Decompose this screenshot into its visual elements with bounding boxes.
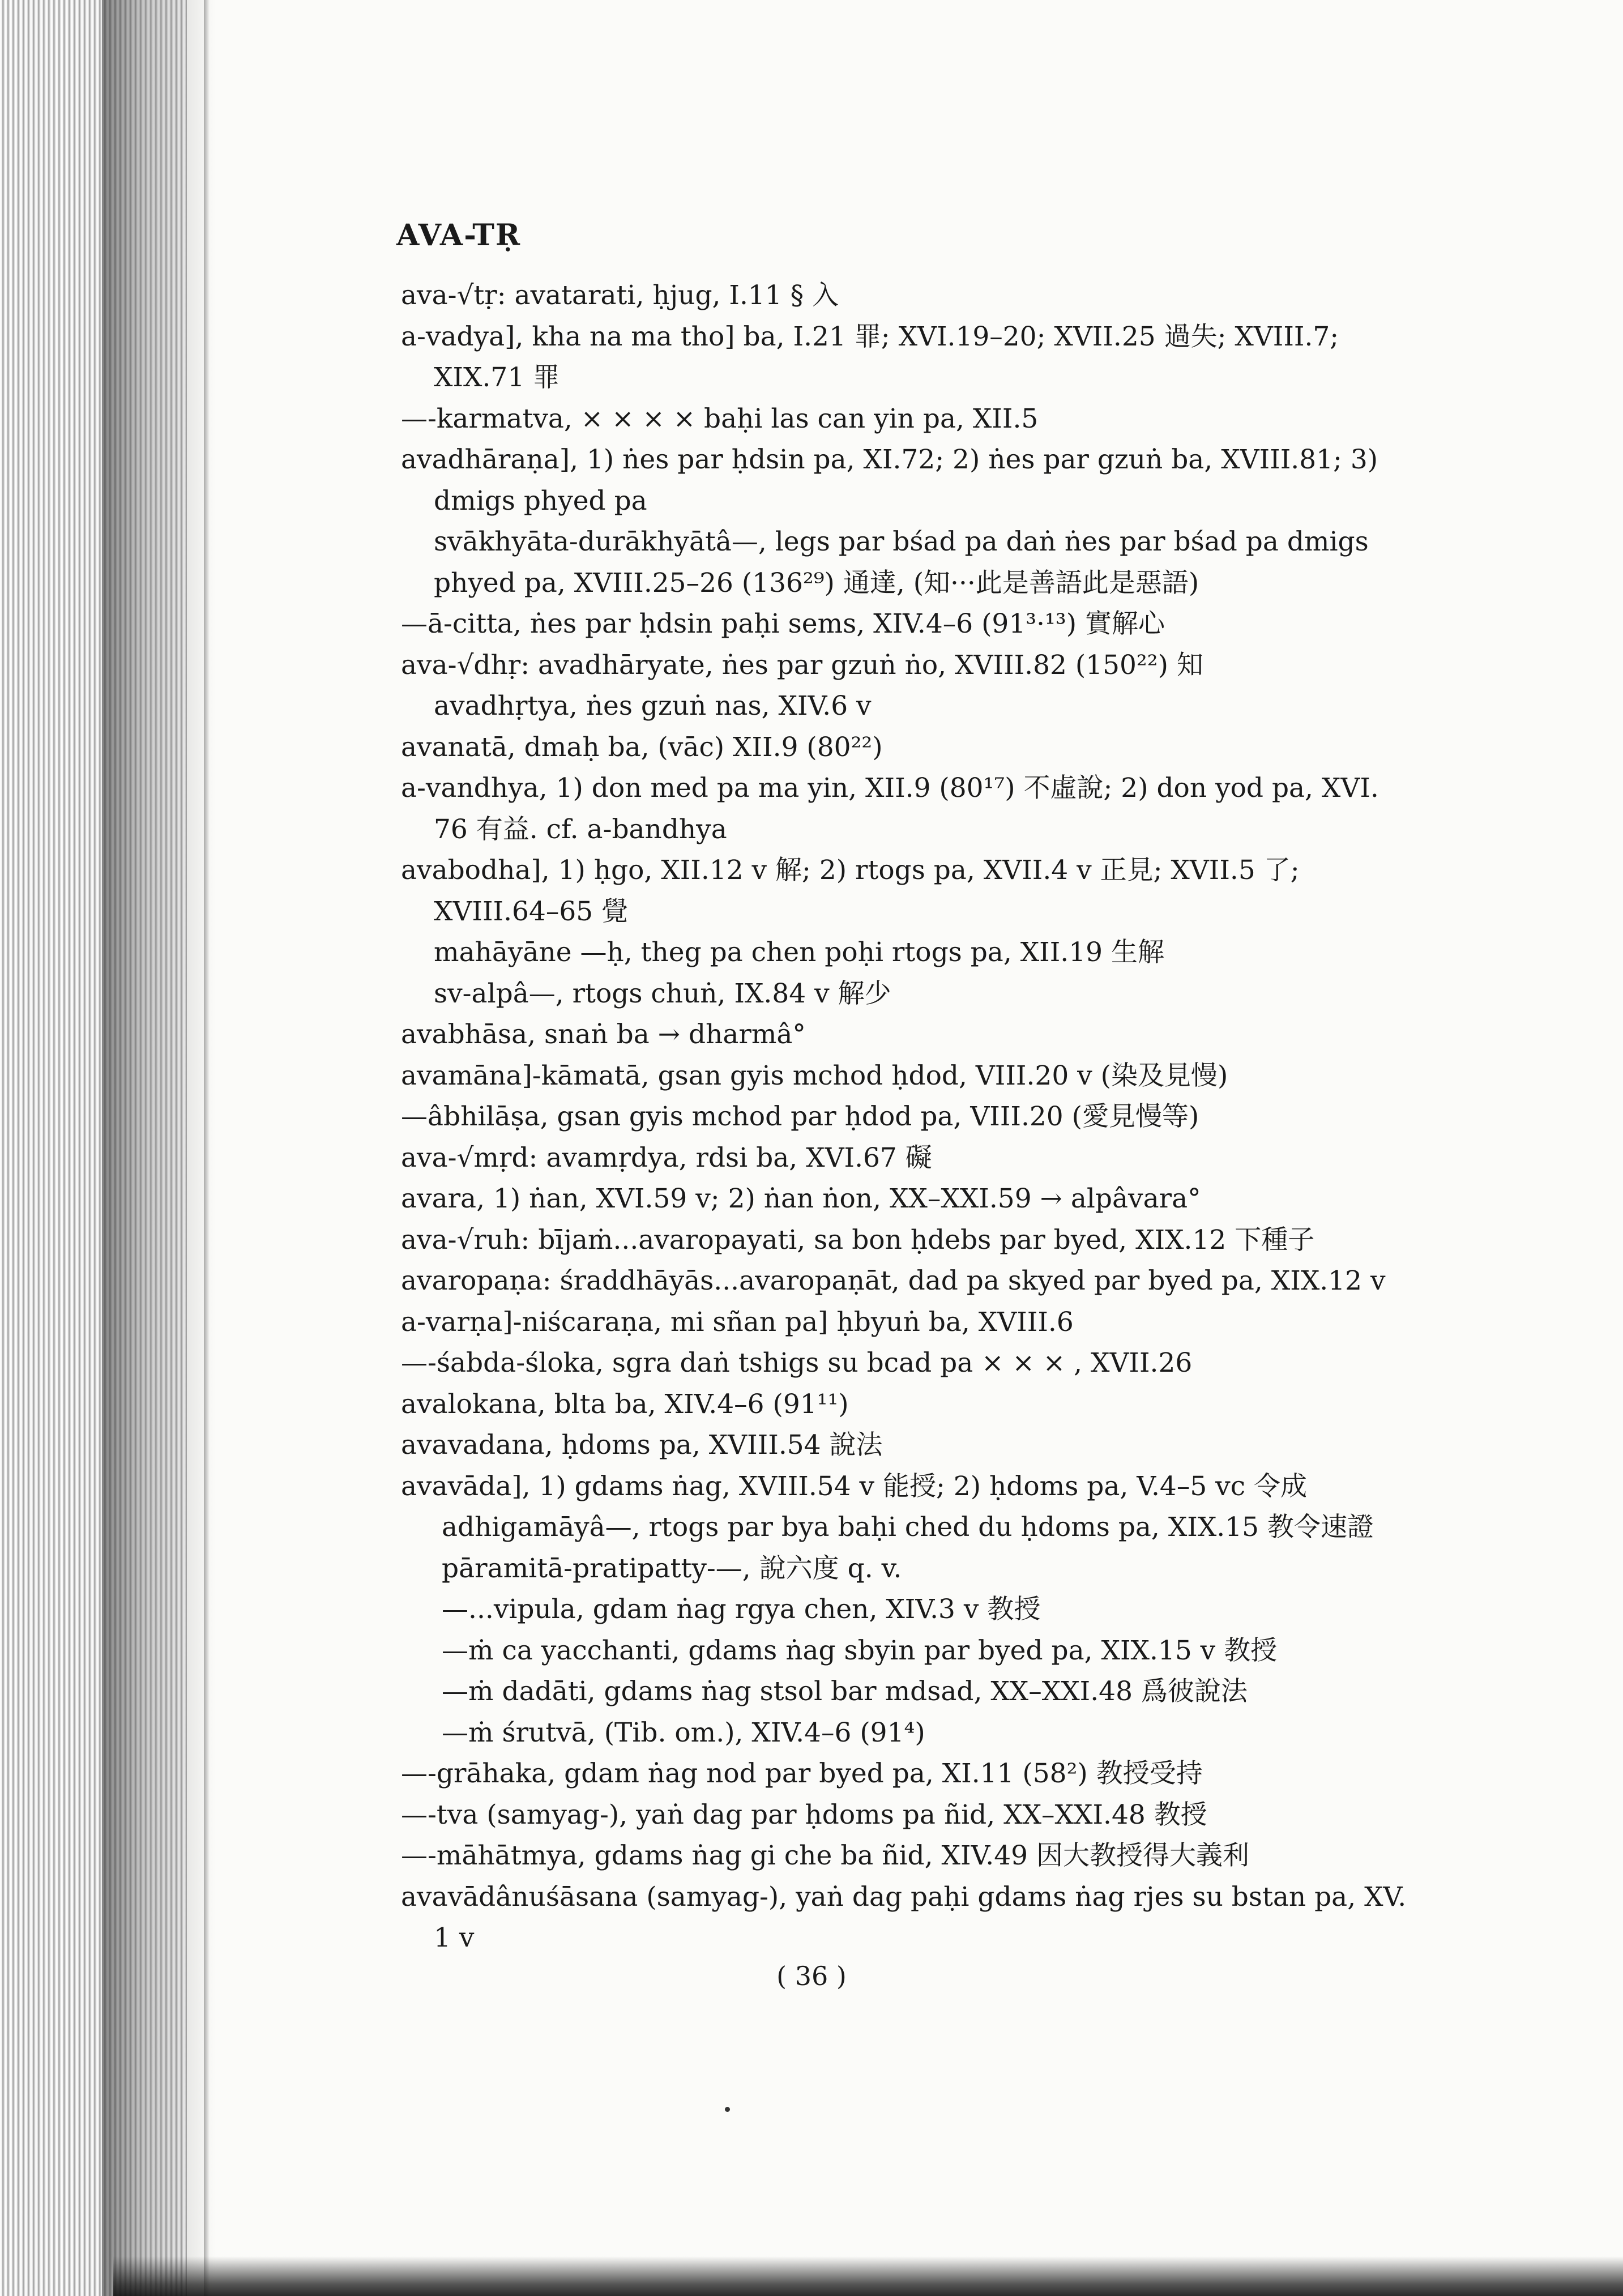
entry-line: —ṁ ca yacchanti, gdams ṅag sbyin par byed pa, XIX.15 v 教授 [442, 1634, 1278, 1666]
dictionary-entries [401, 275, 1534, 1959]
entry-line: phyed pa, XVIII.25–26 (136²⁹) 通達, (知···此是善語此是惡語) [434, 567, 1199, 599]
entry-line: avalokana, blta ba, XIV.4–6 (91¹¹) [401, 1388, 849, 1420]
entry-line: —ṁ dadāti, gdams ṅag stsol bar mdsad, XX–XXI.48 爲彼說法 [442, 1676, 1248, 1707]
entry-line: avabhāsa, snaṅ ba → dharmâ° [401, 1019, 806, 1050]
entry-line: XIX.71 罪 [434, 362, 560, 393]
entry-line: avanatā, dmaḥ ba, (vāc) XII.9 (80²²) [401, 731, 883, 763]
entry-line: avavāda], 1) gdams ṅag, XVIII.54 v 能授; 2) ḥdoms pa, V.4–5 vc 令成 [401, 1470, 1307, 1502]
ink-speck [725, 2107, 730, 2112]
entry-line: —-tva (samyag-), yaṅ dag par ḥdoms pa ñid, XX–XXI.48 教授 [401, 1799, 1207, 1830]
entry-line: —ā-citta, ṅes par ḥdsin paḥi sems, XIV.4–6 (91³·¹³) 實解心 [401, 608, 1165, 639]
page-number: ( 36 ) [776, 1961, 847, 1991]
entry-line: —...vipula, gdam ṅag rgya chen, XIV.3 v 教授 [442, 1594, 1041, 1625]
entry-line: avamāna]-kāmatā, gsan gyis mchod ḥdod, VIII.20 v (染及見慢) [401, 1060, 1228, 1091]
entry-line: a-vadya], kha na ma tho] ba, I.21 罪; XVI.19–20; XVII.25 過失; XVIII.7; [401, 321, 1339, 352]
entry-line: sv-alpâ—, rtogs chuṅ, IX.84 v 解少 [434, 978, 891, 1009]
entry-line: a-varṇa]-niścaraṇa, mi sñan pa] ḥbyuṅ ba, XVIII.6 [401, 1306, 1074, 1338]
entry-line: —ṁ śrutvā, (Tib. om.), XIV.4–6 (91⁴) [442, 1717, 925, 1748]
entry-line: —-karmatva, × × × × baḥi las can yin pa, XII.5 [401, 403, 1039, 434]
entry-line: —-śabda-śloka, sgra daṅ tshigs su bcad pa × × × , XVII.26 [401, 1347, 1193, 1379]
entry-line: avaropaṇa: śraddhāyās...avaropaṇāt, dad pa skyed par byed pa, XIX.12 v [401, 1265, 1386, 1296]
entry-line: avara, 1) ṅan, XVI.59 v; 2) ṅan ṅon, XX–XXI.59 → alpâvara° [401, 1183, 1201, 1214]
entry-line: ava-√tṛ: avatarati, ḥjug, I.11 § 入 [401, 280, 839, 311]
entry-line: XVIII.64–65 覺 [434, 895, 629, 927]
entry-line: avadhṛtya, ṅes gzuṅ nas, XIV.6 v [434, 690, 872, 722]
entry-line: dmigs phyed pa [434, 485, 647, 517]
entry-line: 76 有益. cf. a-bandhya [434, 813, 727, 845]
entry-line: ava-√ruh: bījaṁ...avaropayati, sa bon ḥdebs par byed, XIX.12 下種子 [401, 1224, 1315, 1256]
entry-line: avavādânuśāsana (samyag-), yaṅ dag paḥi gdams ṅag rjes su bstan pa, XV. [401, 1881, 1407, 1913]
entry-line: 1 v [434, 1922, 475, 1953]
entry-line: ava-√mṛd: avamṛdya, rdsi ba, XVI.67 礙 [401, 1142, 932, 1173]
entry-line: avavadana, ḥdoms pa, XVIII.54 說法 [401, 1429, 883, 1461]
running-head: AVA-TṚ [396, 218, 522, 253]
entry-line: a-vandhya, 1) don med pa ma yin, XII.9 (80¹⁷) 不虛說; 2) don yod pa, XVI. [401, 773, 1379, 804]
entry-line: avabodha], 1) ḥgo, XII.12 v 解; 2) rtogs pa, XVII.4 v 正見; XVII.5 了; [401, 855, 1300, 886]
spine-shadow [102, 0, 215, 2296]
page-gutter [204, 0, 210, 2296]
entry-line: pāramitā-pratipatty-—, 說六度 q. v. [442, 1552, 902, 1584]
entry-line: ava-√dhṛ: avadhāryate, ṅes par gzuṅ ṅo, XVIII.82 (150²²) 知 [401, 649, 1203, 681]
entry-line: —-grāhaka, gdam ṅag nod par byed pa, XI.11 (58²) 教授受持 [401, 1758, 1203, 1789]
entry-line: svākhyāta-durākhyātâ—, legs par bśad pa daṅ ṅes par bśad pa dmigs [434, 526, 1369, 557]
entry-line: mahāyāne —ḥ, theg pa chen poḥi rtogs pa, XII.19 生解 [434, 937, 1164, 968]
entry-line: —-māhātmya, gdams ṅag gi che ba ñid, XIV.49 因大教授得大義利 [401, 1840, 1249, 1871]
entry-line: adhigamāyâ—, rtogs par bya baḥi ched du ḥdoms pa, XIX.15 教令速證 [442, 1512, 1374, 1543]
entry-line: avadhāraṇa], 1) ṅes par ḥdsin pa, XI.72; 2) ṅes par gzuṅ ba, XVIII.81; 3) [401, 444, 1378, 475]
page-bottom-edge [113, 2256, 1623, 2296]
entry-line: —âbhilāṣa, gsan gyis mchod par ḥdod pa, VIII.20 (愛見慢等) [401, 1101, 1199, 1132]
